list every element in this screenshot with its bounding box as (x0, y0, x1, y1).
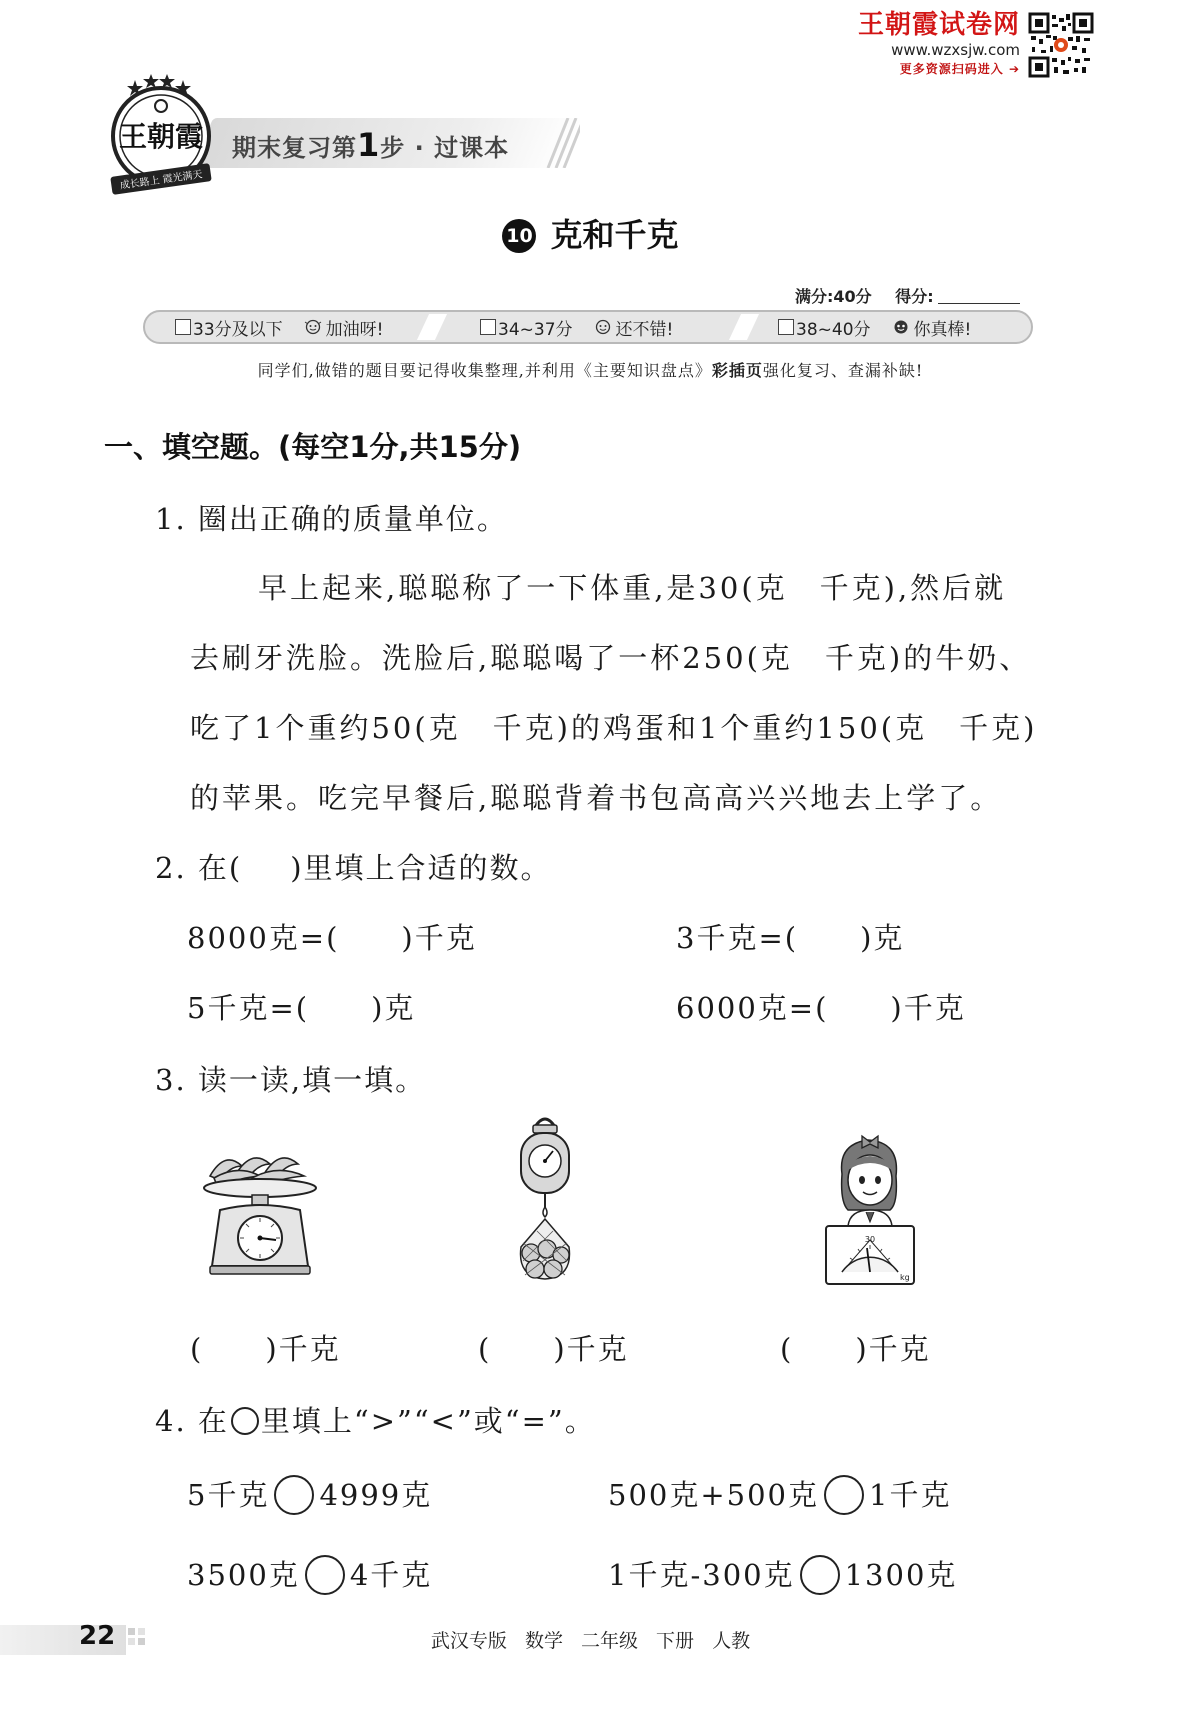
grade-range: 34~37分 (498, 319, 573, 340)
question-4-item: 5千克 4999克 (187, 1473, 432, 1515)
full-score: 满分:40分 (795, 287, 872, 306)
grade-range: 38~40分 (796, 319, 871, 340)
svg-text:kg: kg (900, 1273, 910, 1282)
grade-checkbox[interactable] (480, 319, 496, 335)
question-2-title: 2. 在( )里填上合适的数。 (155, 851, 552, 885)
score-label: 得分: (895, 287, 934, 306)
section-title: 一、填空题。(每空1分,共15分) (104, 430, 522, 464)
girl-weight-scale-icon (820, 1130, 920, 1290)
svg-text:成长路上 霞光满天: 成长路上 霞光满天 (119, 169, 204, 192)
circle-symbol-icon (231, 1407, 259, 1435)
brand-url[interactable]: www.wzxsjw.com (891, 41, 1020, 59)
score-blank[interactable] (938, 289, 1020, 304)
question-1-line[interactable]: 早上起来,聪聪称了一下体重,是30(克 千克),然后就 (258, 571, 1007, 605)
grade-option-3 (778, 312, 971, 342)
compare-circle[interactable] (824, 1475, 864, 1515)
kitchen-scale-bananas-icon (200, 1148, 322, 1278)
question-3-answer[interactable]: ( )千克 (780, 1332, 931, 1366)
grade-option-1 (175, 312, 383, 342)
question-4-item: 1千克-300克 1300克 (608, 1553, 957, 1595)
unit-number-badge: 10 (502, 219, 536, 253)
grade-option-2 (480, 312, 673, 342)
question-2-item[interactable]: 8000克=( )千克 (187, 921, 477, 955)
question-3-answer[interactable]: ( )千克 (478, 1332, 629, 1366)
grade-checkbox[interactable] (778, 319, 794, 335)
brand-block (850, 10, 1020, 78)
svg-text:30: 30 (864, 1235, 876, 1244)
question-1-title: 1. 圈出正确的质量单位。 (155, 502, 508, 536)
compare-circle[interactable] (800, 1555, 840, 1595)
question-1-line[interactable]: 吃了1个重约50(克 千克)的鸡蛋和1个重约150(克 千克) (190, 711, 1038, 745)
brand-more-text: 更多资源扫码进入 ➔ (899, 62, 1020, 76)
question-2-item[interactable]: 3千克=( )克 (676, 921, 905, 955)
question-4-item: 500克+500克 1千克 (608, 1473, 951, 1515)
grade-comment: 你真棒! (913, 319, 972, 340)
unit-title-text: 克和千克 (550, 216, 679, 254)
grade-comment: 还不错! (615, 319, 674, 340)
question-1-line[interactable]: 去刷牙洗脸。洗脸后,聪聪喝了一杯250(克 千克)的牛奶、 (190, 641, 1032, 675)
question-2-item[interactable]: 6000克=( )千克 (676, 991, 966, 1025)
question-2-item[interactable]: 5千克=( )克 (187, 991, 416, 1025)
grade-checkbox[interactable] (175, 319, 191, 335)
score-line (795, 284, 1020, 307)
unit-title (0, 210, 1181, 256)
question-1-line: 的苹果。吃完早餐后,聪聪背着书包高高兴兴地去上学了。 (190, 781, 1003, 815)
svg-text:王朝霞: 王朝霞 (118, 120, 204, 153)
compare-circle[interactable] (274, 1475, 314, 1515)
banner-stripes (540, 118, 580, 168)
brand-name: 王朝霞试卷网 (857, 10, 1020, 40)
compare-circle[interactable] (305, 1555, 345, 1595)
cheer-face-icon (303, 319, 323, 335)
star-face-icon (891, 319, 911, 335)
question-3-answer[interactable]: ( )千克 (190, 1332, 341, 1366)
question-4-item: 3500克 4千克 (187, 1553, 432, 1595)
grade-comment: 加油呀! (325, 319, 384, 340)
question-3-title: 3. 读一读,填一填。 (155, 1063, 427, 1097)
footer-info: 武汉专版 数学 二年级 下册 人教 (430, 1630, 751, 1652)
series-title: 期末复习第1步 · 过课本 (232, 126, 510, 164)
smile-face-icon (593, 319, 613, 335)
qr-code-icon[interactable] (1028, 12, 1094, 78)
spring-scale-apples-icon (507, 1115, 583, 1285)
brand-logo (103, 74, 221, 202)
reminder-text: 同学们,做错的题目要记得收集整理,并利用《主要知识盘点》彩插页强化复习、查漏补缺! (257, 361, 924, 380)
page-number: 22 (79, 1621, 116, 1651)
grade-range: 33分及以下 (193, 319, 283, 340)
question-4-title: 4. 在 里填上“>”“<”或“=”。 (155, 1404, 596, 1438)
